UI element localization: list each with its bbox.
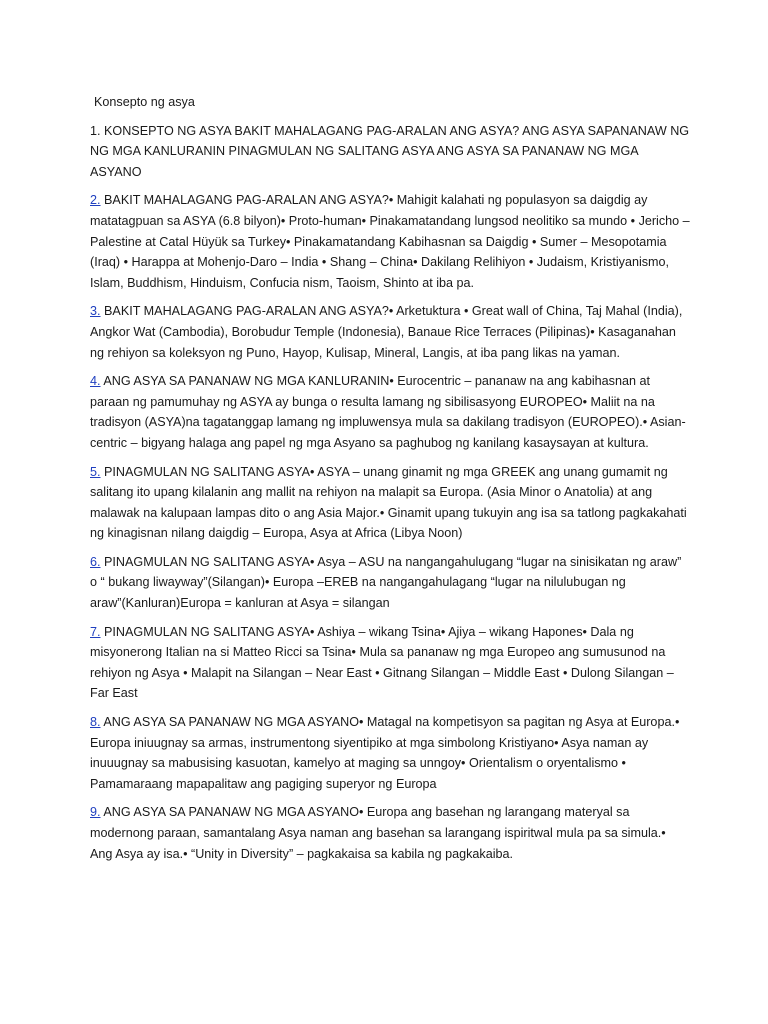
paragraph-text: PINAGMULAN NG SALITANG ASYA• ASYA – unang ginamit ng mga GREEK ang unang gumamit ng salitang ito upang kilalanin ang mallit na rehiyon na malapit sa Europa. (Asia Minor o Anatolia) at ang malawak na kalupaan lampas dito o ang Asia Major.• Ginamit upang tukuyin ang isa sa tatlong pagkakahati ng kinagisnan nilang daigdig – Europa, Asya at Africa (Libya Noon) xyxy=(90,464,687,541)
paragraph-text: PINAGMULAN NG SALITANG ASYA• Asya – ASU na nangangahulugang “lugar na sinisikatan ng araw” o “ bukang liwayway”(Silangan)• Europa –EREB na nangangahulagang “lugar na nilulubugan ng araw”(Kanluran)Europa = kanluran at Asya = silangan xyxy=(90,554,682,611)
paragraph-text: BAKIT MAHALAGANG PAG-ARALAN ANG ASYA?• Arketuktura • Great wall of China, Taj Mahal (India), Angkor Wat (Cambodia), Borobudur Temple (Indonesia), Banaue Rice Terraces (Pilipinas)• Kasaganahan ng rehiyon sa koleksyon ng Puno, Hayop, Kulisap, Mineral, Langis, at iba pang likas na yaman. xyxy=(90,304,683,360)
paragraph-number-link[interactable]: 6. xyxy=(90,554,101,569)
document-page xyxy=(90,92,690,872)
paragraph-3 xyxy=(90,301,690,363)
paragraph-7 xyxy=(90,622,690,704)
document-title: Konsepto ng asya xyxy=(94,95,195,109)
paragraph-number-link[interactable]: 8. xyxy=(90,715,101,730)
intro-paragraph: 1. KONSEPTO NG ASYA BAKIT MAHALAGANG PAG-ARALAN ANG ASYA? ANG ASYA SAPANANAW NG NG MGA KANLURANIN PINAGMULAN NG SALITANG ASYA ANG ASYA SA PANANAW NG MGA ASYANO xyxy=(90,123,690,179)
paragraph-number-link[interactable]: 7. xyxy=(90,624,101,639)
paragraph-number-link[interactable]: 3. xyxy=(90,304,101,319)
paragraph-text: PINAGMULAN NG SALITANG ASYA• Ashiya – wikang Tsina• Ajiya – wikang Hapones• Dala ng misyonerong Italian na si Matteo Ricci sa Tsina• Mula sa pananaw ng mga Europeo ang sumusunod na rehiyon ng Asya • Malapit na Silangan – Near East • Gitnang Silangan – Middle East • Dulong Silangan – Far East xyxy=(90,624,674,701)
paragraph-text: ANG ASYA SA PANANAW NG MGA ASYANO• Matagal na kompetisyon sa pagitan ng Asya at Europa.• Europa iniuugnay sa armas, instrumentong siyentipiko at mga simbolong Kristiyano• Asya naman ay inuuugnay sa mabusising kasuotan, kamelyo at maging sa unngoy• Orientalism o oryentalismo • Pamamaraang mapapalitaw ang pagiging superyor ng Europa xyxy=(90,715,680,791)
paragraph-8 xyxy=(90,712,690,794)
paragraph-text: ANG ASYA SA PANANAW NG MGA KANLURANIN• Eurocentric – pananaw na ang kabihasnan at paraan ng pamumuhay ng ASYA ay bunga o resulta lamang ng sibilisasyong EUROPEO• Maliit na na tradisyon (ASYA)na tagatanggap lamang ng impluwensya mula sa dakilang tradisyon (EUROPEO).• Asian-centric – bigyang halaga ang papel ng mga Asyano sa paghubog ng kanilang kasaysayan at kultura. xyxy=(90,374,686,450)
paragraph-number-link[interactable]: 2. xyxy=(90,193,101,208)
paragraph-number-link[interactable]: 9. xyxy=(90,805,101,820)
paragraph-text: BAKIT MAHALAGANG PAG-ARALAN ANG ASYA?• Mahigit kalahati ng populasyon sa daigdig ay matatagpuan sa ASYA (6.8 bilyon)• Proto-human• Pinakamatandang lungsod neolitiko sa mundo • Jericho – Palestine at Catal Hüyük sa Turkey• Pinakamatandang Kabihasnan sa Daigdig • Sumer – Mesopotamia (Iraq) • Harappa at Mohenjo-Daro – India • Shang – China• Dakilang Relihiyon • Judaism, Kristiyanismo, Islam, Buddhism, Hinduism, Confucia nism, Taoism, Shinto at iba pa. xyxy=(90,193,690,290)
paragraph-2 xyxy=(90,190,690,293)
paragraph-number-link[interactable]: 5. xyxy=(90,464,101,479)
paragraph-4 xyxy=(90,371,690,453)
paragraph-5 xyxy=(90,462,690,544)
paragraph-text: ANG ASYA SA PANANAW NG MGA ASYANO• Europa ang basehan ng larangang materyal sa modernong paraan, samantalang Asya naman ang basehan sa larangang ispiritwal mula pa sa simula.• Ang Asya ay isa.• “Unity in Diversity” – pagkakaisa sa kabila ng pagkakaiba. xyxy=(90,805,666,861)
paragraph-9 xyxy=(90,802,690,864)
paragraph-6 xyxy=(90,552,690,614)
paragraph-number-link[interactable]: 4. xyxy=(90,374,101,389)
